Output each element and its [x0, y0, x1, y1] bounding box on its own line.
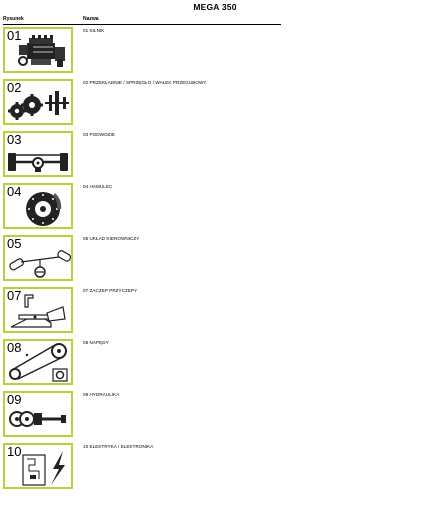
table-row[interactable]	[3, 286, 281, 336]
table-header	[3, 15, 281, 25]
figure-number: 10	[7, 444, 22, 459]
table-row[interactable]	[3, 234, 281, 284]
figure-number: 09	[7, 392, 22, 407]
figure-number: 02	[7, 80, 22, 95]
figure-thumbnail[interactable]	[3, 79, 73, 125]
row-name: 05 UKŁAD KIEROWNICZY	[83, 236, 140, 241]
table-row[interactable]	[3, 390, 281, 440]
steering-icon	[5, 237, 71, 279]
brake-disc-icon	[5, 185, 71, 227]
figure-thumbnail[interactable]	[3, 131, 73, 177]
table-row[interactable]	[3, 338, 281, 388]
figure-thumbnail[interactable]	[3, 183, 73, 229]
document-title: MEGA 350	[193, 2, 237, 12]
figure-number: 08	[7, 340, 22, 355]
table-row[interactable]	[3, 78, 281, 128]
row-name: 07 ZACZEP PRZYCZEPY	[83, 288, 138, 293]
figure-number: 04	[7, 184, 22, 199]
figure-number: 01	[7, 28, 22, 43]
column-header-figure: Rysunek	[3, 16, 24, 22]
row-name: 09 HYDRAULIKA	[83, 392, 120, 397]
chassis-axle-icon	[5, 133, 71, 175]
row-name: 08 NAPĘDY	[83, 340, 109, 345]
row-name: 03 PODWOZIE	[83, 132, 115, 137]
figure-thumbnail[interactable]	[3, 443, 73, 489]
belt-drive-icon	[5, 341, 71, 383]
table-row[interactable]	[3, 26, 281, 76]
row-name: 04 HAMULEC	[83, 184, 113, 189]
figure-thumbnail[interactable]	[3, 27, 73, 73]
figure-number: 03	[7, 132, 22, 147]
table-row[interactable]	[3, 182, 281, 232]
row-name: 01 SILNIK	[83, 28, 105, 33]
table-row[interactable]	[3, 442, 281, 492]
column-header-name: Nazwa	[83, 16, 99, 22]
figure-number: 05	[7, 236, 22, 251]
electrical-icon	[5, 445, 71, 487]
figure-thumbnail[interactable]	[3, 287, 73, 333]
gears-driveshaft-icon	[5, 81, 71, 123]
engine-icon	[5, 29, 71, 71]
row-name: 10 ELEKTRYKA / ELEKTRONIKA	[83, 444, 154, 449]
row-name: 02 PRZEKŁADNIE / SPRZĘGŁO / WAŁEK PRZEGUBOWY	[83, 80, 207, 85]
figure-thumbnail[interactable]	[3, 235, 73, 281]
figure-thumbnail[interactable]	[3, 391, 73, 437]
figure-number: 07	[7, 288, 22, 303]
hydraulic-pump-icon	[5, 393, 71, 435]
table-row[interactable]	[3, 130, 281, 180]
figure-thumbnail[interactable]	[3, 339, 73, 385]
trailer-hitch-icon	[5, 289, 71, 331]
